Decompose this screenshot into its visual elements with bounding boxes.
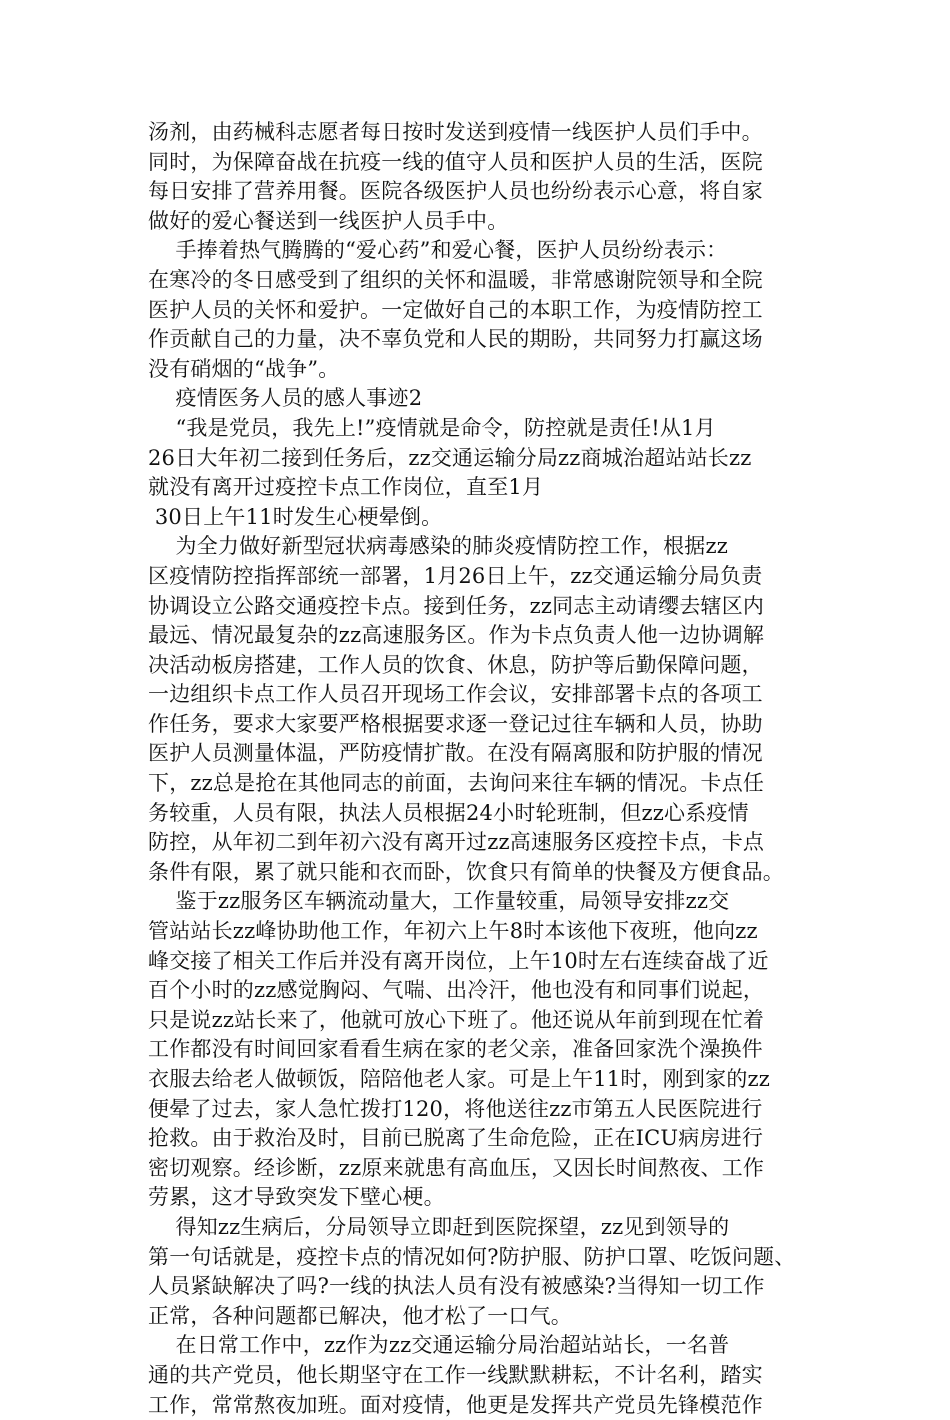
- text-line: 为全力做好新型冠状病毒感染的肺炎疫情防控工作，根据zz: [148, 534, 729, 559]
- text-line: 条件有限，累了就只能和衣而卧，饮食只有简单的快餐及方便食品。: [148, 859, 784, 884]
- text-line: 鉴于zz服务区车辆流动量大，工作量较重，局领导安排zz交: [148, 889, 730, 914]
- text-line: 作贡献自己的力量，决不辜负党和人民的期盼，共同努力打赢这场: [148, 327, 763, 352]
- text-line: 就没有离开过疫控卡点工作岗位，直至1月: [148, 475, 544, 500]
- text-line: 一边组织卡点工作人员召开现场工作会议，安排部署卡点的各项工: [148, 682, 763, 707]
- text-line: 没有硝烟的“战争”。: [148, 356, 340, 381]
- text-line: 每日安排了营养用餐。医院各级医护人员也纷纷表示心意，将自家: [148, 179, 763, 204]
- text-line: 务较重，人员有限，执法人员根据24小时轮班制，但zz心系疫情: [148, 800, 749, 825]
- document-body: [148, 118, 808, 1420]
- text-line: “我是党员，我先上!”疫情就是命令，防控就是责任!从1月: [148, 415, 716, 440]
- text-line: 下，zz总是抢在其他同志的前面，去询问来往车辆的情况。卡点任: [148, 771, 765, 796]
- text-line: 工作都没有时间回家看看生病在家的老父亲，准备回家洗个澡换件: [148, 1037, 763, 1062]
- text-line: 百个小时的zz感觉胸闷、气喘、出冷汗，他也没有和同事们说起，: [148, 978, 765, 1003]
- text-line: 得知zz生病后，分局领导立即赶到医院探望，zz见到领导的: [148, 1214, 730, 1239]
- text-line: 医护人员测量体温，严防疫情扩散。在没有隔离服和防护服的情况: [148, 741, 763, 766]
- text-line: 衣服去给老人做顿饭，陪陪他老人家。可是上午11时，刚到家的zz: [148, 1067, 771, 1091]
- text-line: 正常，各种问题都已解决，他才松了一口气。: [148, 1303, 572, 1328]
- text-line: 人员紧缺解决了吗?一线的执法人员有没有被感染?当得知一切工作: [148, 1274, 765, 1299]
- text-line: 通的共产党员，他长期坚守在工作一线默默耕耘，不计名利，踏实: [148, 1362, 763, 1387]
- text-line: 只是说zz站长来了，他就可放心下班了。他还说从年前到现在忙着: [148, 1007, 765, 1032]
- text-line: 决活动板房搭建，工作人员的饮食、休息，防护等后勤保障问题，: [148, 652, 763, 677]
- text-line: 区疫情防控指挥部统一部署，1月26日上午，zz交通运输分局负责: [148, 563, 763, 588]
- text-line: 第一句话就是，疫控卡点的情况如何?防护服、防护口罩、吃饭问题、: [148, 1244, 796, 1269]
- text-line: 疫情医务人员的感人事迹2: [148, 386, 423, 411]
- text-line: 汤剂，由药械科志愿者每日按时发送到疫情一线医护人员们手中。: [148, 120, 763, 144]
- text-line: 做好的爱心餐送到一线医护人员手中。: [148, 208, 509, 233]
- text-line: 26日大年初二接到任务后，zz交通运输分局zz商城治超站站长zz: [148, 445, 752, 470]
- text-line: 便晕了过去，家人急忙拨打120，将他送往zz市第五人民医院进行: [148, 1096, 763, 1121]
- text-line: 工作，常常熬夜加班。面对疫情，他更是发挥共产党员先锋模范作: [148, 1392, 763, 1417]
- text-line: 作任务，要求大家要严格根据要求逐一登记过往车辆和人员，协助: [148, 711, 763, 736]
- text-line: 医护人员的关怀和爱护。一定做好自己的本职工作，为疫情防控工: [148, 297, 763, 322]
- text-line: 手捧着热气腾腾的“爱心药”和爱心餐，医护人员纷纷表示：: [148, 238, 728, 263]
- text-line: 同时，为保障奋战在抗疫一线的值守人员和医护人员的生活，医院: [148, 149, 763, 174]
- text-line: 防控，从年初二到年初六没有离开过zz高速服务区疫控卡点，卡点: [148, 830, 765, 855]
- text-line: 管站站长zz峰协助他工作，年初六上午8时本该他下夜班，他向zz: [148, 919, 758, 944]
- text-line: 最远、情况最复杂的zz高速服务区。作为卡点负责人他一边协调解: [148, 623, 765, 648]
- text-line: 30日上午11时发生心梗晕倒。: [148, 504, 443, 529]
- text-line: 劳累，这才导致突发下壁心梗。: [148, 1185, 445, 1210]
- text-line: 密切观察。经诊断，zz原来就患有高血压，又因长时间熬夜、工作: [148, 1155, 765, 1180]
- text-line: 协调设立公路交通疫控卡点。接到任务，zz同志主动请缨去辖区内: [148, 593, 765, 618]
- text-line: 在寒冷的冬日感受到了组织的关怀和温暖，非常感谢院领导和全院: [148, 267, 763, 292]
- text-line: 在日常工作中，zz作为zz交通运输分局治超站站长，一名普: [148, 1333, 730, 1358]
- text-line: 峰交接了相关工作后并没有离开岗位，上午10时左右连续奋战了近: [148, 948, 769, 973]
- text-line: 抢救。由于救治及时，目前已脱离了生命危险，正在ICU病房进行: [148, 1126, 764, 1151]
